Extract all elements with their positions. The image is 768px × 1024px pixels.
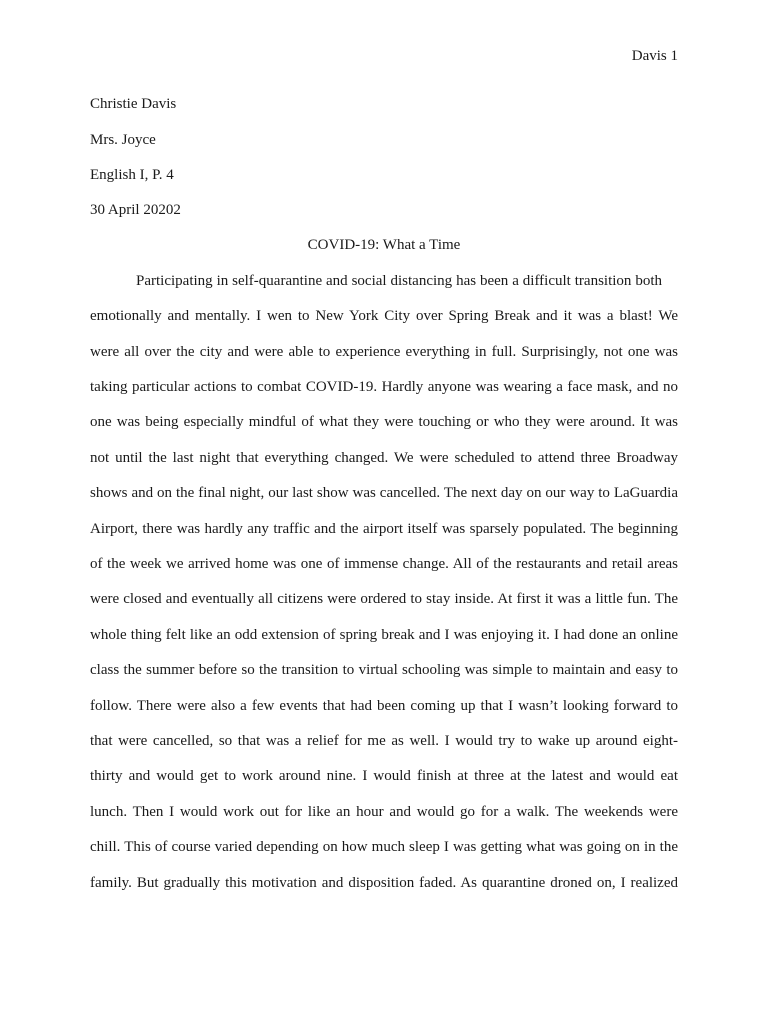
- body-line: not until the last night that everything changed. We were scheduled to attend three Broadway: [90, 450, 678, 466]
- body-line: family. But gradually this motivation and disposition faded. As quarantine droned on, I realized: [90, 875, 678, 891]
- body-line: chill. This of course varied depending on how much sleep I was getting what was going on in the: [90, 839, 678, 855]
- body-line: follow. There were also a few events that had been coming up that I wasn’t looking forward to: [90, 698, 678, 714]
- body-line: that were cancelled, so that was a relief for me as well. I would try to wake up around eight-: [90, 733, 678, 749]
- heading-date: 30 April 20202: [90, 202, 181, 218]
- body-line: Participating in self-quarantine and social distancing has been a difficult transition both: [136, 273, 662, 289]
- heading-course: English I, P. 4: [90, 167, 174, 183]
- body-line: class the summer before so the transition to virtual schooling was simple to maintain and easy to: [90, 662, 678, 678]
- body-line: one was being especially mindful of what they were touching or who they were around. It was: [90, 414, 678, 430]
- body-line: Airport, there was hardly any traffic and the airport itself was sparsely populated. The beginning: [90, 521, 678, 537]
- body-line: were closed and eventually all citizens were ordered to stay inside. At first it was a little fun. The: [90, 591, 678, 607]
- body-line: shows and on the final night, our last show was cancelled. The next day on our way to LaGuardia: [90, 485, 678, 501]
- body-line: emotionally and mentally. I wen to New York City over Spring Break and it was a blast! We: [90, 308, 678, 324]
- body-line: taking particular actions to combat COVID-19. Hardly anyone was wearing a face mask, and no: [90, 379, 678, 395]
- body-line: were all over the city and were able to experience everything in full. Surprisingly, not one was: [90, 344, 678, 360]
- body-line: of the week we arrived home was one of immense change. All of the restaurants and retail areas: [90, 556, 678, 572]
- essay-title: COVID-19: What a Time: [307, 237, 461, 253]
- heading-student-name: Christie Davis: [90, 96, 177, 112]
- body-line: lunch. Then I would work out for like an hour and would go for a walk. The weekends were: [90, 804, 678, 820]
- page-header-number: Davis 1: [631, 48, 678, 64]
- heading-teacher-name: Mrs. Joyce: [90, 132, 156, 148]
- body-line: thirty and would get to work around nine. I would finish at three at the latest and would eat: [90, 768, 678, 784]
- body-line: whole thing felt like an odd extension of spring break and I was enjoying it. I had done an online: [90, 627, 678, 643]
